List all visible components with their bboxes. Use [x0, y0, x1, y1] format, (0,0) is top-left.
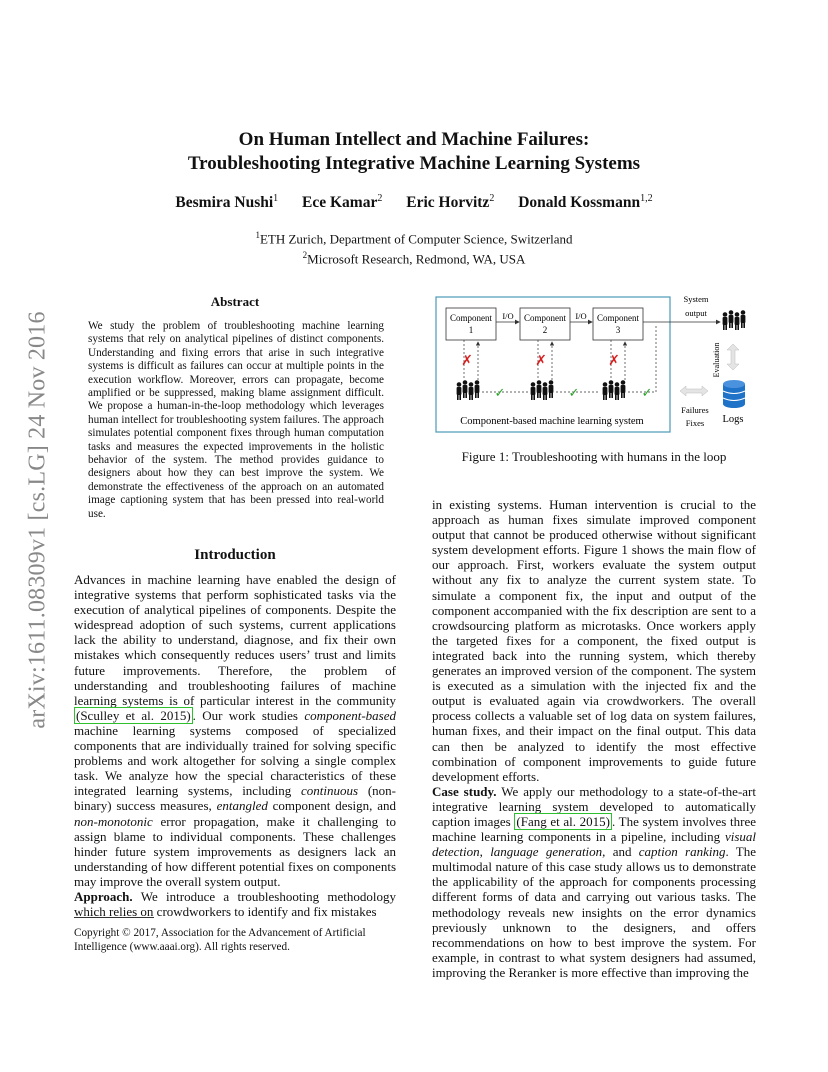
failures-label: Failures [681, 405, 709, 415]
affiliations [0, 227, 828, 268]
emphasis: entangled [216, 798, 268, 814]
affiliation-mark: 1 [255, 230, 260, 240]
emphasis: non-monotonic [74, 813, 153, 829]
text-run: We introduce a troubleshooting methodology which relies on crowdworkers to identify and fix mistakes [74, 888, 396, 920]
text-run: component design, and [267, 798, 396, 814]
author [302, 194, 382, 211]
component-label: Component [597, 313, 639, 323]
author-affil-mark: 2 [489, 193, 495, 204]
crowd-icon [603, 380, 626, 400]
logs-label: Logs [722, 414, 744, 425]
author-list [0, 193, 828, 212]
component-number: 1 [468, 325, 474, 335]
fixes-arrow-icon [680, 386, 708, 396]
text-run: error propagation, make it challenging to assign blame to individual components. These challenges hinder future system improvements as designers lack an understanding of how different potential fixes on components may improve the overall system output. [74, 813, 396, 889]
introduction-body [74, 572, 396, 919]
affiliation [0, 227, 828, 247]
text-run: machine learning systems composed of specialized components that are individually trained for solving specific problems and work altogether for solving a single complex task. We analyze how the special characteristics of these integrated learning systems, including [74, 722, 396, 799]
citation-link[interactable]: (Fang et al. 2015) [516, 813, 611, 829]
component-box [520, 308, 570, 340]
affiliation [0, 247, 828, 267]
component-label: Component [450, 313, 492, 323]
component-box [593, 308, 643, 340]
crowd-icon [531, 380, 554, 400]
approach-continued-paragraph: in existing systems. Human intervention is crucial to the approach as human fixes simulate improved component output that cannot be produced otherwise without significant system development efforts. Figure 1 shows the main flow of our approach. First, workers evaluate the system output without any fix to analyze the current system state. To simulate a component fix, the input and output of the component accompanied with the fix description are sent to a crowdsourcing platform as microtasks. Once workers apply the targeted fixes for a component, the fixed output is integrated back into the running system, which thereby generates an improved version of the component. The system is executed as a simulation with the injected fix and the output is evaluated again via crowdworkers. The overall process collects a valuable set of log data on system failures, human fixes, and their impact on the final output. This data can then be analyzed to identify the most effective combination of component improvements to guide future development efforts. [432, 497, 756, 784]
system-label: Component-based machine learning system [460, 416, 644, 427]
author-name: Besmira Nushi [175, 194, 274, 212]
author-affil-mark: 1,2 [640, 193, 653, 204]
component-box [446, 308, 496, 340]
text-run: . Our work studies [192, 707, 305, 723]
emphasis: language generation [490, 844, 603, 860]
check-mark-icon: ✓ [641, 385, 653, 400]
case-study-paragraph [432, 784, 756, 980]
text-run: We apply our methodology to a state-of-the-art integrative learning system developed to automatically caption images [432, 783, 756, 829]
author-name: Eric Horvitz [406, 194, 490, 212]
text-run: (non-binary) success measures, [74, 783, 396, 814]
paragraph-lead: Approach. [74, 888, 133, 904]
citation-link[interactable]: (Sculley et al. 2015) [76, 707, 191, 723]
io-label: I/O [502, 311, 514, 321]
right-column-body [432, 497, 756, 980]
abstract-body: We study the problem of troubleshooting machine learning systems that rely on analytical pipelines of distinct components. Understanding and fixing errors that arise in such integrative systems is difficult as failures can occur at multiple points in the execution workflow. Moreover, errors can propagate, become amplified or be suppressed, making blame assignment difficult. We propose a human-in-the-loop methodology which leverages human intellect for troubleshooting system failures. The approach simulates potential component fixes through human computation tasks and measures the expected improvements in the holistic behavior of the system. The method provides guidance to designers about how they can best improve the system. We demonstrate the effectiveness of the approach on an automated image captioning system that has been pressed into real-world use. [88, 320, 384, 520]
text-run: , and [602, 844, 639, 860]
text-run: , [479, 844, 491, 860]
title-line-2: Troubleshooting Integrative Machine Learning Systems [187, 153, 641, 174]
figure-caption: Figure 1: Troubleshooting with humans in the loop [461, 449, 727, 464]
io-label: I/O [575, 311, 587, 321]
logs-database-icon [723, 380, 745, 408]
emphasis: component-based [304, 707, 397, 723]
paper-title [0, 128, 828, 176]
text-run: . The multimodal nature of this case study allows us to demonstrate the applicability of the approach for components processing different forms of data and carrying out various tasks. The methodology reveals new insights on the error dynamics previously unknown to the designers, and offers recommendations on how to best improve the system. For example, in contrast to what system designers had assumed, improving the Reranker is more effective than improving the [432, 844, 756, 980]
author [175, 194, 278, 211]
author-affil-mark: 1 [273, 193, 279, 204]
evaluation-label: Evaluation [712, 342, 721, 378]
check-mark-icon: ✓ [568, 385, 580, 400]
evaluation-arrow-icon [727, 344, 739, 370]
emphasis: visual detection [432, 829, 756, 860]
emphasis: caption ranking [638, 844, 726, 860]
system-output-label: output [685, 308, 707, 318]
system-output-label: System [683, 294, 709, 304]
failure-mark-icon: ✗ [608, 354, 620, 369]
footnote-rule [74, 917, 154, 918]
component-number: 3 [615, 325, 621, 335]
introduction-heading: Introduction [194, 547, 276, 563]
arxiv-identifier-text: arXiv:1611.08309v1 [cs.LG] 24 Nov 2016 [24, 311, 51, 729]
text-run: . The system involves three machine learning components in a pipeline, including [432, 813, 756, 845]
failure-mark-icon: ✗ [535, 354, 547, 369]
affiliation-text: Microsoft Research, Redmond, WA, USA [307, 251, 526, 267]
approach-paragraph [74, 889, 396, 919]
author [518, 194, 652, 211]
crowd-icon [723, 310, 746, 330]
check-mark-icon: ✓ [494, 385, 506, 400]
arxiv-identifier [18, 282, 58, 758]
affiliation-text: ETH Zurich, Department of Computer Science, Switzerland [259, 231, 573, 247]
failure-mark-icon: ✗ [461, 354, 473, 369]
emphasis: continuous [301, 783, 359, 799]
author-name: Ece Kamar [302, 194, 378, 212]
copyright-footnote: Copyright © 2017, Association for the Advancement of Artificial Intelligence (www.aaai.org). All rights reserved. [74, 927, 366, 953]
title-line-1: On Human Intellect and Machine Failures: [238, 129, 590, 150]
component-number: 2 [542, 325, 548, 335]
crowd-icon [457, 380, 480, 400]
author [406, 194, 494, 211]
component-label: Component [524, 313, 566, 323]
author-name: Donald Kossmann [518, 194, 641, 212]
text-run: Advances in machine learning have enabled the design of integrative systems that perform sophisticated tasks via the execution of analytical pipelines of components. Despite the widespread adoption of such systems, current applications lack the ability to understand, diagnose, and fix their own mistakes which consequently reduces users’ trust and limits future improvements. Therefore, the problem of understanding and troubleshooting failures of machine learning systems is of particular interest in the community [74, 572, 396, 708]
author-affil-mark: 2 [377, 193, 383, 204]
affiliation-mark: 2 [302, 250, 308, 261]
paragraph-lead: Case study. [432, 783, 497, 799]
fixes-label: Fixes [685, 418, 705, 428]
abstract-heading: Abstract [210, 294, 260, 309]
figure-troubleshooting-diagram [434, 292, 760, 437]
introduction-paragraph [74, 572, 396, 889]
